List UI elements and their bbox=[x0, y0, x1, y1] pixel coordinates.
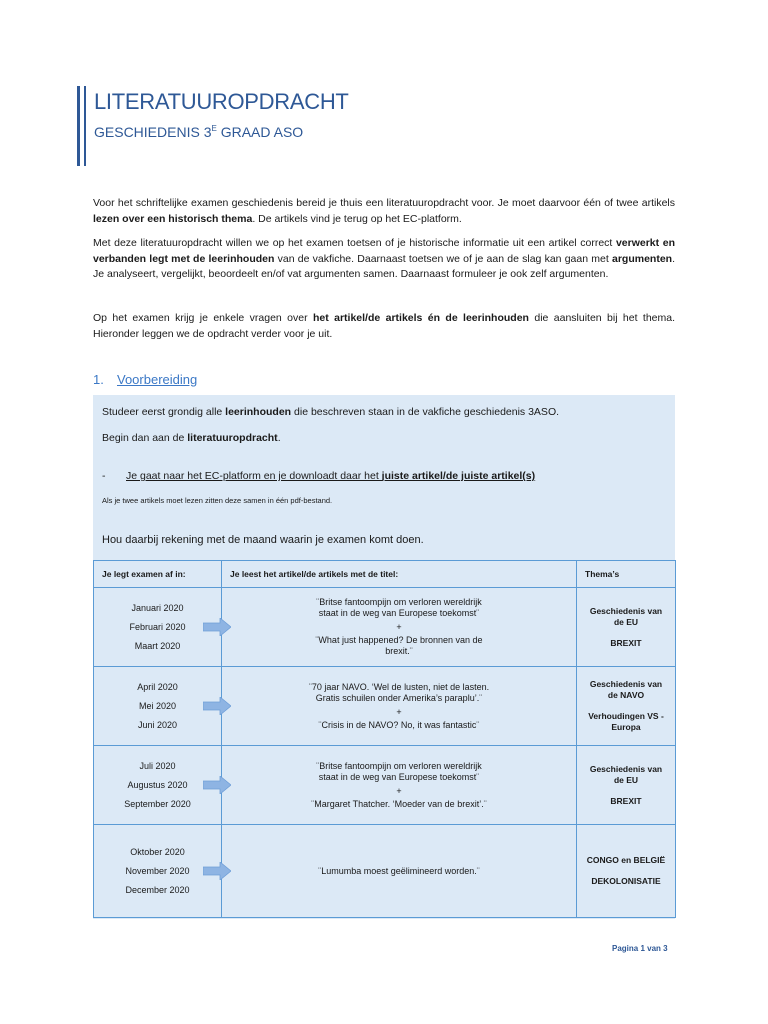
table-header-row bbox=[94, 561, 676, 588]
theme-label: Geschiedenis van de NAVO bbox=[589, 679, 663, 700]
article-title: ¨Lumumba moest geëlimineerd worden.¨ bbox=[318, 865, 480, 876]
plus-separator: + bbox=[396, 706, 402, 717]
section-heading bbox=[93, 372, 197, 387]
article-titles-cell bbox=[222, 667, 577, 746]
exam-schedule-table bbox=[93, 560, 676, 918]
theme-label: Verhoudingen VS - Europa bbox=[588, 711, 664, 732]
header-article-title: Je leest het artikel/de artikels met de titel: bbox=[222, 561, 577, 588]
article-title: ¨Britse fantoompijn om verloren wereldrijk staat in de weg van Europese toekomst¨ bbox=[316, 760, 482, 782]
text-segment: Op het examen krijg je enkele vragen over bbox=[93, 312, 313, 324]
header-exam-month: Je legt examen af in: bbox=[94, 561, 222, 588]
arrow-right-icon bbox=[203, 618, 231, 636]
intro-paragraph-1 bbox=[93, 196, 675, 227]
table-row bbox=[94, 825, 676, 918]
bold-text: verwerkt en verbanden legt met de leerinhouden bbox=[93, 237, 675, 265]
theme-label: Geschiedenis van de EU bbox=[589, 605, 663, 627]
exam-month: Juni 2020 bbox=[137, 719, 178, 730]
text-segment: . De artikels vind je terug op het EC-platform. bbox=[252, 212, 462, 225]
prep-instruction-study bbox=[102, 406, 559, 418]
exam-month: Maart 2020 bbox=[134, 640, 181, 651]
theme-label: CONGO en BELGIË bbox=[586, 855, 666, 865]
theme-label: BREXIT bbox=[610, 637, 642, 648]
bold-text: juiste artikel/de juiste artikel(s) bbox=[381, 470, 536, 482]
exam-month: April 2020 bbox=[137, 681, 178, 692]
text-segment: . bbox=[277, 432, 281, 444]
themes-cell bbox=[577, 825, 676, 918]
themes-cell bbox=[577, 667, 676, 746]
table-row bbox=[94, 746, 676, 825]
section-title: Voorbereiding bbox=[117, 372, 198, 387]
plus-separator: + bbox=[396, 785, 402, 796]
exam-months-cell bbox=[94, 667, 222, 746]
table-row bbox=[94, 588, 676, 667]
arrow-right-icon bbox=[203, 862, 231, 880]
article-titles-cell bbox=[222, 825, 577, 918]
exam-month: December 2020 bbox=[125, 884, 190, 895]
text-segment: die aansluiten bij het thema. Hieronder leggen we de opdracht verder voor je uit. bbox=[93, 312, 676, 340]
intro-paragraph-2 bbox=[93, 236, 675, 283]
article-title: ¨70 jaar NAVO. ‘Wel de lusten, niet de lasten. Gratis schuilen onder Amerika’s paraplu’.¨ bbox=[308, 681, 490, 703]
exam-months-cell bbox=[94, 588, 222, 667]
article-title: ¨Margaret Thatcher. ‘Moeder van de brexit’.¨ bbox=[311, 798, 487, 809]
exam-months-cell bbox=[94, 825, 222, 918]
exam-months-cell bbox=[94, 746, 222, 825]
download-instruction bbox=[126, 470, 535, 482]
subtitle-superscript: E bbox=[211, 124, 217, 133]
exam-month: Juli 2020 bbox=[139, 760, 176, 771]
page-number: Pagina 1 van 3 bbox=[612, 944, 668, 953]
text-segment: . Je analyseert, vergelijkt, beoordeelt en/of vat argumenten samen. Daarnaast formuleer je ook zelf argumenten. bbox=[93, 252, 675, 280]
text-segment: Studeer eerst grondig alle bbox=[102, 406, 226, 418]
title-block bbox=[77, 86, 349, 166]
bold-text: literatuuropdracht bbox=[187, 432, 278, 444]
bold-text: argumenten bbox=[611, 252, 673, 265]
table-row bbox=[94, 667, 676, 746]
prep-note: Als je twee artikels moet lezen zitten deze samen in één pdf-bestand. bbox=[102, 496, 333, 505]
prep-bullet-download bbox=[102, 470, 535, 482]
plus-separator: + bbox=[396, 622, 402, 632]
article-title: ¨Crisis in de NAVO? No, it was fantastic¨ bbox=[318, 719, 480, 730]
theme-label: Geschiedenis van de EU bbox=[589, 763, 663, 785]
article-title: ¨Britse fantoompijn om verloren wereldrijk staat in de weg van Europese toekomst¨ bbox=[316, 597, 482, 618]
theme-label: DEKOLONISATIE bbox=[591, 876, 661, 886]
text-segment: Voor het schriftelijke examen geschiedenis bereid je thuis een literatuuropdracht voor. Je moet daarvoor één of twee artikels bbox=[93, 197, 675, 209]
article-titles-cell bbox=[222, 588, 577, 667]
subtitle-prefix: GESCHIEDENIS 3 bbox=[94, 124, 212, 140]
article-titles-cell bbox=[222, 746, 577, 825]
exam-month: Augustus 2020 bbox=[127, 779, 188, 790]
header-themes: Thema’s bbox=[577, 561, 676, 588]
section-number: 1. bbox=[93, 372, 104, 387]
text-segment: Je gaat naar het EC-platform en je downloadt daar het bbox=[126, 470, 382, 482]
exam-month: Mei 2020 bbox=[138, 700, 177, 711]
exam-month: Januari 2020 bbox=[131, 602, 184, 613]
bullet-dash: - bbox=[102, 470, 106, 482]
subtitle-suffix: GRAAD ASO bbox=[216, 124, 304, 140]
text-segment: die beschreven staan in de vakfiche geschiedenis 3ASO. bbox=[291, 406, 560, 418]
exam-month: Februari 2020 bbox=[129, 621, 186, 632]
document-subtitle bbox=[94, 124, 349, 140]
arrow-right-icon bbox=[203, 697, 231, 715]
themes-cell bbox=[577, 588, 676, 667]
document-title: LITERATUUROPDRACHT bbox=[94, 89, 349, 114]
bold-text: leerinhouden bbox=[225, 406, 292, 418]
intro-paragraph-3 bbox=[93, 311, 675, 342]
prep-instruction-start bbox=[102, 432, 281, 444]
prep-month-instruction: Hou daarbij rekening met de maand waarin je examen komt doen. bbox=[102, 534, 424, 546]
themes-cell bbox=[577, 746, 676, 825]
arrow-right-icon bbox=[203, 776, 231, 794]
exam-month: Oktober 2020 bbox=[130, 846, 185, 857]
text-segment: Met deze literatuuropdracht willen we op het examen toetsen of je historische informatie uit een artikel correct bbox=[93, 237, 616, 249]
bold-text: lezen over een historisch thema bbox=[93, 212, 253, 225]
exam-month: November 2020 bbox=[125, 865, 190, 876]
text-segment: van de vakfiche. Daarnaast toetsen we of je aan de slag kan gaan met bbox=[274, 252, 612, 265]
bold-text: het artikel/de artikels én de leerinhouden bbox=[312, 312, 529, 324]
text-segment: Begin dan aan de bbox=[102, 432, 188, 444]
article-title: ¨What just happened? De bronnen van de brexit.¨ bbox=[315, 635, 483, 656]
exam-month: September 2020 bbox=[124, 798, 191, 809]
theme-label: BREXIT bbox=[610, 795, 642, 806]
